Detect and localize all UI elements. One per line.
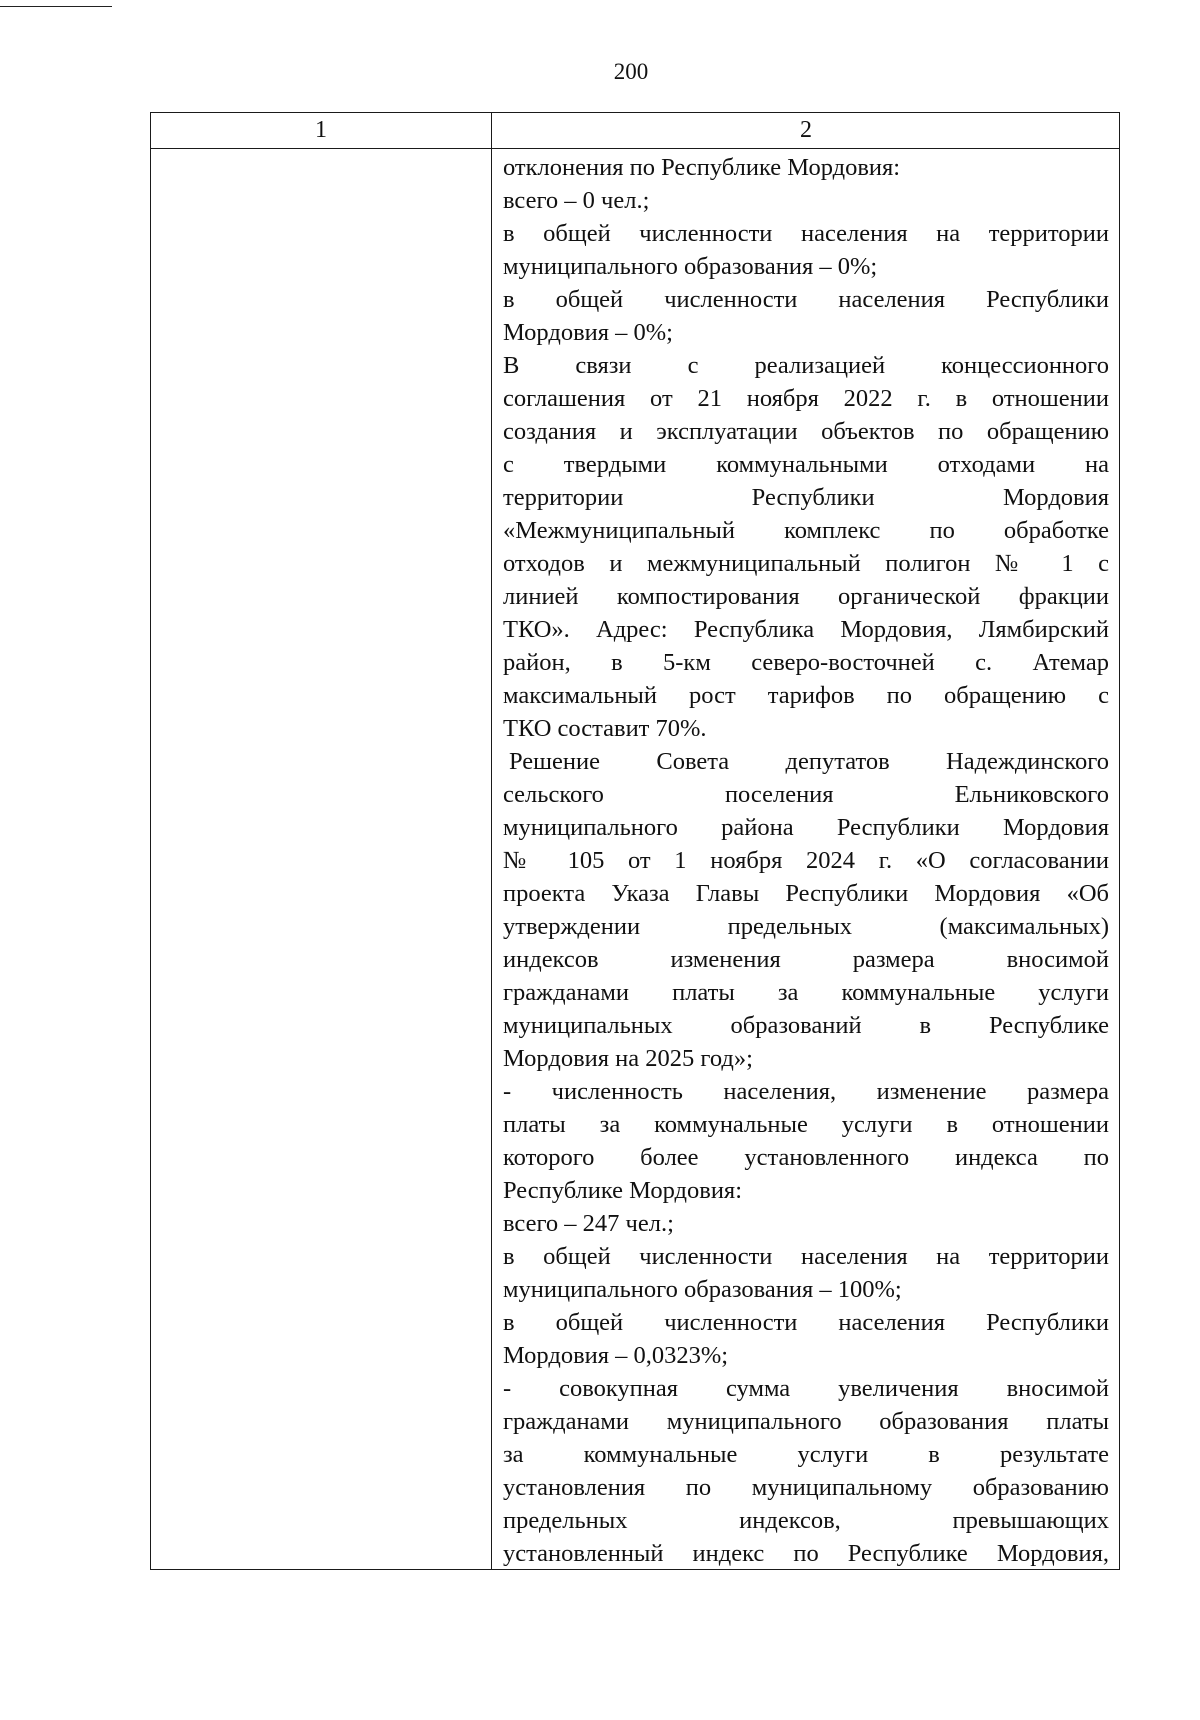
text-line: создания и эксплуатации объектов по обращению [503,418,1109,445]
text-line: - совокупная сумма увеличения вносимой [503,1375,1109,1402]
text-line: отклонения по Республике Мордовия: [503,154,901,181]
text-line: ТКО». Адрес: Республика Мордовия, Лямбирский [503,616,1109,643]
table-cell-col-1 [151,149,491,1569]
text-line: соглашения от 21 ноября 2022 г. в отношении [503,385,1109,412]
text-line: Мордовия – 0%; [503,319,673,346]
text-line: № 105 от 1 ноября 2024 г. «О согласовании [503,847,1109,874]
text-line: платы за коммунальные услуги в отношении [503,1111,1109,1138]
text-line: Мордовия – 0,0323%; [503,1342,729,1369]
text-line: в общей численности населения Республики [503,1309,1109,1336]
column-divider [491,113,492,1569]
text-line: предельных индексов, превышающих [503,1507,1109,1534]
text-line: муниципальных образований в Республике [503,1012,1109,1039]
text-line: максимальный рост тарифов по обращению с [503,682,1109,709]
text-line: установленный индекс по Республике Мордовия, [503,1540,1109,1567]
text-line: «Межмуниципальный комплекс по обработке [503,517,1109,544]
text-line: муниципального района Республики Мордовия [503,814,1109,841]
text-line: за коммунальные услуги в результате [503,1441,1109,1468]
scan-edge-mark [0,6,112,7]
text-line: в общей численности населения на территории [503,220,1109,247]
text-line: всего – 0 чел.; [503,187,650,214]
text-line: ТКО составит 70%. [503,715,707,742]
text-line: гражданами платы за коммунальные услуги [503,979,1109,1006]
text-line: установления по муниципальному образованию [503,1474,1109,1501]
text-line: в общей численности населения на территории [503,1243,1109,1270]
text-line: муниципального образования – 100%; [503,1276,902,1303]
text-line: с твердыми коммунальными отходами на [503,451,1109,478]
text-line: индексов изменения размера вносимой [503,946,1109,973]
text-line: - численность населения, изменение размера [503,1078,1109,1105]
text-line: район, в 5-км северо-восточней с. Атемар [503,649,1109,676]
text-line: Мордовия на 2025 год»; [503,1045,753,1072]
text-line: Решение Совета депутатов Надеждинского [509,748,1109,775]
text-line: сельского поселения Ельниковского [503,781,1109,808]
text-line: в общей численности населения Республики [503,286,1109,313]
text-line: В связи с реализацией концессионного [503,352,1109,379]
text-line: линией компостирования органической фракции [503,583,1109,610]
text-line: всего – 247 чел.; [503,1210,674,1237]
text-line: отходов и межмуниципальный полигон № 1 с [503,550,1109,577]
text-line: гражданами муниципального образования платы [503,1408,1109,1435]
text-line: которого более установленного индекса по [503,1144,1109,1171]
text-line: проекта Указа Главы Республики Мордовия «Об [503,880,1109,907]
table-header-row [151,113,1119,149]
text-line: муниципального образования – 0%; [503,253,878,280]
text-line: Республике Мордовия: [503,1177,743,1204]
page-number: 200 [613,59,649,84]
text-line: утверждении предельных (максимальных) [503,913,1109,940]
table-cell-col-2 [503,151,1109,1569]
header-col-2: 2 [800,117,812,143]
document-table [150,112,1120,1570]
header-col-1: 1 [315,117,327,143]
text-line: территории Республики Мордовия [503,484,1109,511]
